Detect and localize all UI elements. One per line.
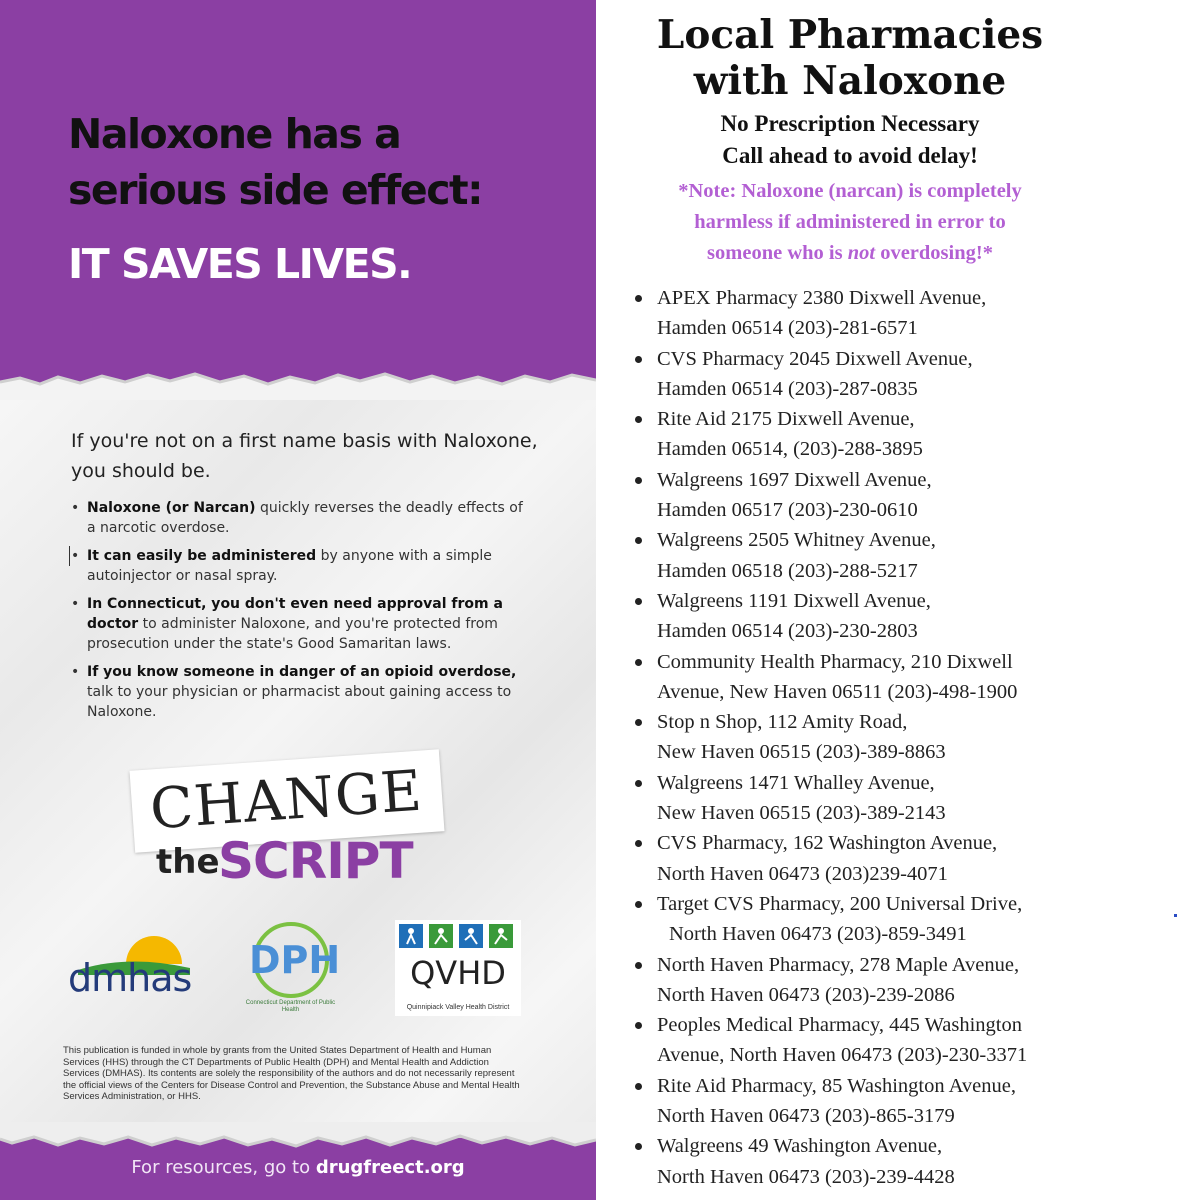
stray-dot (1174, 914, 1177, 917)
pharmacy-item: Walgreens 49 Washington Avenue, North Haven 06473 (203)-239-4428 (632, 1131, 1072, 1192)
headline-line-1: Naloxone has a (68, 110, 401, 158)
pharmacy-item: Rite Aid 2175 Dixwell Avenue, Hamden 06514, (203)-288-3895 (632, 404, 1072, 465)
pharmacy-subtitle: No Prescription Necessary Call ahead to avoid delay! (720, 111, 980, 168)
funding-disclaimer: This publication is funded in whole by grants from the United States Department of Health and Human Services (HHS) through the CT Departments of Public Health (DPH) and Mental Health and Addiction Services (DMHAS). Its contents are solely the responsibility of the authors and do not necessarily represent the official views of the Centers for Disease Control and Prevention, the Substance Abuse and Mental Health Services Administration, or HHS. (63, 1045, 520, 1103)
logo-change-word: CHANGE (148, 758, 425, 843)
resources-line: For resources, go to drugfreect.org (131, 1157, 465, 1178)
pharmacy-item: Stop n Shop, 112 Amity Road, New Haven 06515 (203)-389-8863 (632, 707, 1072, 768)
torn-paper-edge-top (0, 360, 596, 400)
pharmacy-item: Walgreens 1191 Dixwell Avenue, Hamden 06514 (203)-230-2803 (632, 586, 1072, 647)
dph-wordmark: DPH (249, 938, 341, 982)
pharmacy-list (632, 283, 1072, 1192)
naloxone-facts-list (71, 498, 531, 730)
torn-paper-edge-bottom (0, 1122, 596, 1162)
fact-item: • It can easily be administered by anyone with a simple autoinjector or nasal spray. (71, 546, 531, 586)
resources-link[interactable]: drugfreect.org (315, 1157, 465, 1178)
pharmacy-item: CVS Pharmacy, 162 Washington Avenue, North Haven 06473 (203)239-4071 (632, 828, 1072, 889)
qvhd-subtitle: Quinnipiack Valley Health District (406, 1004, 510, 1011)
dph-subtitle: Connecticut Department of Public Health (245, 1000, 336, 1013)
dmhas-logo (68, 930, 193, 1000)
pharmacy-item: APEX Pharmacy 2380 Dixwell Avenue, Hamden 06514 (203)-281-6571 (632, 283, 1072, 344)
headline-line-2: serious side effect: (68, 166, 482, 214)
pharmacy-list-title: Local Pharmacies with Naloxone (656, 12, 1044, 104)
naloxone-safety-note: *Note: Naloxone (narcan) is completely harmless if administered in error to someone who is not overdosing!* (678, 180, 1022, 264)
change-the-script-logo (132, 752, 452, 902)
dph-logo (243, 918, 341, 1018)
fact-item: • Naloxone (or Narcan) quickly reverses the deadly effects of a narcotic overdose. (71, 498, 531, 538)
qvhd-wordmark: QVHD (410, 954, 506, 992)
pharmacy-item: Community Health Pharmacy, 210 Dixwell Avenue, New Haven 06511 (203)-498-1900 (632, 647, 1072, 708)
pharmacy-item: Peoples Medical Pharmacy, 445 Washington Avenue, North Haven 06473 (203)-230-3371 (632, 1010, 1072, 1071)
activity-icons-strip (395, 922, 521, 950)
pharmacy-item: Walgreens 1697 Dixwell Avenue, Hamden 06517 (203)-230-0610 (632, 465, 1072, 526)
pharmacy-item: Walgreens 1471 Whalley Avenue, New Haven 06515 (203)-389-2143 (632, 768, 1072, 829)
qvhd-logo (395, 920, 521, 1016)
pharmacy-item: Walgreens 2505 Whitney Avenue, Hamden 06518 (203)-288-5217 (632, 525, 1072, 586)
dmhas-wordmark: dmhas (68, 956, 192, 1000)
fact-item: • If you know someone in danger of an opioid overdose, talk to your physician or pharmacist about gaining access to Naloxone. (71, 662, 531, 722)
flyer-headline (68, 106, 588, 218)
logo-the-word: the (156, 842, 220, 882)
flyer-intro: If you're not on a first name basis with Naloxone, you should be. (71, 430, 538, 482)
pharmacy-item: Target CVS Pharmacy, 200 Universal Drive, North Haven 06473 (203)-859-3491 (632, 889, 1072, 950)
fact-item: • In Connecticut, you don't even need approval from a doctor to administer Naloxone, and you're protected from prosecution under the state's Good Samaritan laws. (71, 594, 531, 654)
text-cursor (69, 546, 70, 566)
pharmacy-item: North Haven Pharmacy, 278 Maple Avenue, North Haven 06473 (203)-239-2086 (632, 950, 1072, 1011)
pharmacy-item: CVS Pharmacy 2045 Dixwell Avenue, Hamden 06514 (203)-287-0835 (632, 344, 1072, 405)
pharmacy-item: Rite Aid Pharmacy, 85 Washington Avenue, North Haven 06473 (203)-865-3179 (632, 1071, 1072, 1132)
flyer-tagline: IT SAVES LIVES. (68, 240, 412, 288)
logo-script-word: SCRIPT (218, 832, 413, 890)
